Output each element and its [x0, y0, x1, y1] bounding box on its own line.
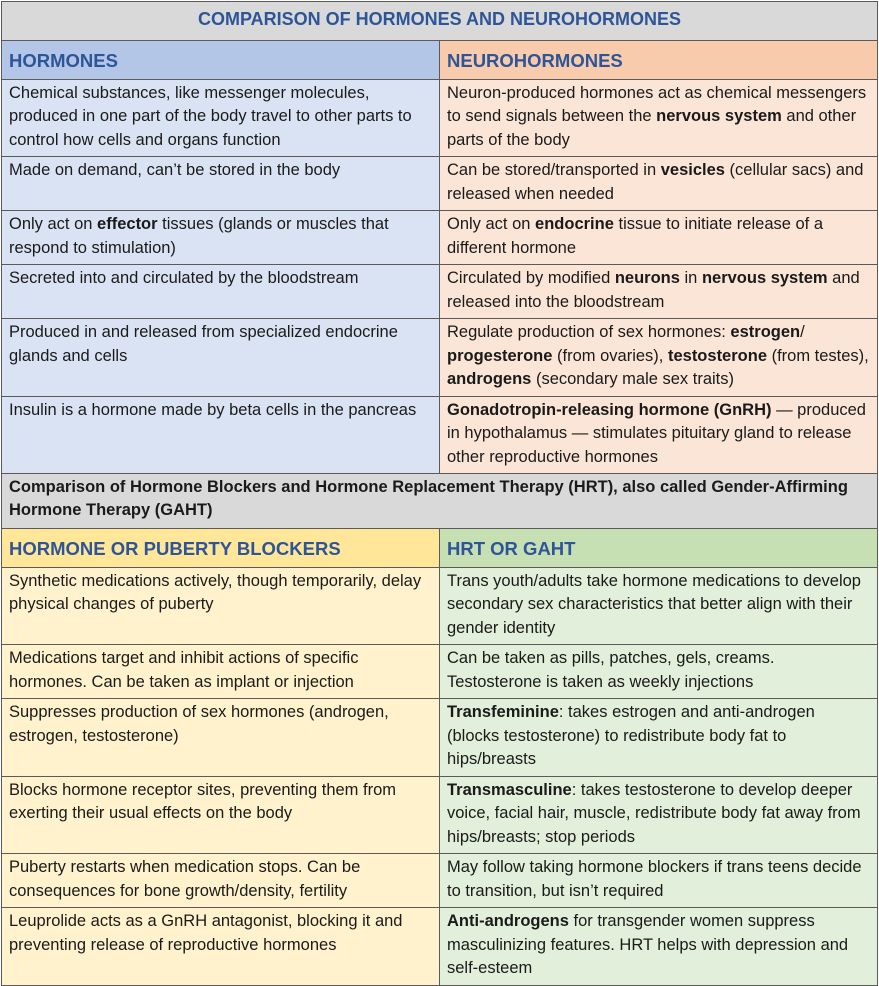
left-cell — [2, 319, 440, 397]
left-cell — [2, 567, 440, 645]
bold-term: endocrine — [535, 215, 614, 233]
cell-text: Blocks hormone receptor sites, preventing them from exerting their usual effects on the body — [9, 780, 397, 822]
section2-title: Comparison of Hormone Blockers and Hormone Replacement Therapy (HRT), also called Gender-Affirming Hormone Therapy (GAHT) — [2, 474, 878, 529]
bold-term: Gonadotropin-releasing hormone (GnRH) — [447, 400, 772, 419]
cell-text: and other parts of the body — [447, 107, 857, 149]
cell-text: in — [679, 269, 702, 287]
cell-text: for transgender women suppress masculinizing features. HRT helps with depression and self-esteem — [447, 912, 849, 977]
cell-text: Only act on — [447, 215, 536, 233]
right-cell — [440, 265, 878, 319]
cell-text: (from testes), — [767, 346, 869, 365]
left-cell — [2, 776, 440, 854]
left-cell — [2, 908, 440, 986]
cell-text: : takes estrogen and anti-androgen (blocks testosterone) to redistribute body fat to hips/breasts — [447, 703, 815, 768]
table-row — [2, 265, 878, 319]
cell-text: Secreted into and circulated by the bloodstream — [9, 269, 359, 287]
comparison-table — [1, 1, 878, 986]
table-title: COMPARISON OF HORMONES AND NEUROHORMONES — [2, 2, 878, 41]
right-cell — [440, 396, 878, 474]
table-row — [2, 776, 878, 854]
left-cell — [2, 157, 440, 211]
cell-text: Only act on — [9, 215, 98, 233]
right-cell — [440, 645, 878, 699]
right-cell — [440, 79, 878, 157]
cell-text: Neuron-produced hormones act as chemical messengers to send signals between the — [447, 83, 867, 125]
cell-text: Suppresses production of sex hormones (androgen, estrogen, testosterone) — [9, 703, 389, 745]
cell-text: Leuprolide acts as a GnRH antagonist, blocking it and preventing release of reproductive hormones — [9, 912, 403, 954]
title-row — [2, 2, 878, 41]
section2-title-row — [2, 474, 878, 529]
cell-text: tissues (glands or muscles that respond to stimulation) — [9, 215, 389, 257]
bold-term: Transfeminine — [447, 703, 559, 721]
left-cell — [2, 265, 440, 319]
cell-text: May follow taking hormone blockers if trans teens decide to transition, but isn’t required — [447, 858, 862, 900]
right-cell — [440, 854, 878, 908]
right-cell — [440, 211, 878, 265]
bold-term: nervous system — [656, 107, 782, 125]
right-cell — [440, 157, 878, 211]
cell-text: Produced in and released from specialized endocrine glands and cells — [9, 323, 398, 365]
table-row — [2, 319, 878, 397]
cell-text: (from ovaries), — [552, 346, 668, 365]
cell-text: and released into the bloodstream — [447, 269, 860, 311]
cell-text: Chemical substances, like messenger molecules, produced in one part of the body travel to other parts to control how cells and organs function — [9, 83, 412, 149]
right-cell — [440, 699, 878, 777]
bold-term: progesterone — [447, 346, 553, 365]
bold-term: effector — [97, 215, 158, 233]
table-row — [2, 157, 878, 211]
left-cell — [2, 854, 440, 908]
cell-text: Can be stored/transported in — [447, 161, 661, 179]
cell-text: (cellular sacs) and released when needed — [447, 161, 864, 203]
bold-term: nervous system — [701, 269, 828, 287]
cell-text: tissue to initiate release of a different hormone — [447, 215, 824, 257]
bold-term: vesicles — [660, 161, 725, 179]
right-cell — [440, 776, 878, 854]
cell-text: — produced in hypothalamus — stimulates pituitary gland to release other reproductive hormones — [447, 400, 866, 466]
table-row — [2, 854, 878, 908]
right-cell — [440, 319, 878, 397]
right-cell — [440, 908, 878, 986]
cell-text: Trans youth/adults take hormone medications to develop secondary sex characteristics that better align with their gender identity — [447, 571, 861, 637]
cell-text: Insulin is a hormone made by beta cells in the pancreas — [9, 400, 417, 419]
bold-term: Transmasculine — [447, 780, 572, 799]
cell-text: Regulate production of sex hormones: — [447, 323, 731, 341]
cell-text: Circulated by modified — [447, 269, 615, 287]
bold-term: testosterone — [667, 346, 767, 365]
header-hormones: HORMONES — [2, 41, 440, 80]
bold-term: Anti-androgens — [447, 912, 569, 930]
table-row — [2, 645, 878, 699]
cell-text: : takes testosterone to develop deeper voice, facial hair, muscle, redistribute body fat away from hips/breasts; stop periods — [447, 780, 861, 846]
table-row — [2, 79, 878, 157]
cell-text: Can be taken as pills, patches, gels, creams. Testosterone is taken as weekly injections — [447, 649, 775, 691]
left-cell — [2, 645, 440, 699]
table-row — [2, 567, 878, 645]
cell-text: / — [800, 323, 805, 341]
bold-term: estrogen — [730, 323, 801, 341]
bold-term: androgens — [447, 370, 532, 388]
cell-text: (secondary male sex traits) — [531, 370, 735, 388]
left-cell — [2, 79, 440, 157]
table-row — [2, 211, 878, 265]
cell-text: Puberty restarts when medication stops. Can be consequences for bone growth/density, fertility — [9, 858, 361, 900]
cell-text: Made on demand, can’t be stored in the body — [9, 161, 341, 179]
left-cell — [2, 699, 440, 777]
table-row — [2, 396, 878, 474]
right-cell — [440, 567, 878, 645]
cell-text: Medications target and inhibit actions of specific hormones. Can be taken as implant or injection — [9, 649, 359, 691]
cell-text: Synthetic medications actively, though temporarily, delay physical changes of puberty — [9, 571, 422, 613]
bold-term: neurons — [614, 269, 680, 287]
left-cell — [2, 211, 440, 265]
header-neurohormones: NEUROHORMONES — [440, 41, 878, 80]
table-row — [2, 699, 878, 777]
header-row-blockers — [2, 529, 878, 568]
header-hrt-gaht: HRT OR GAHT — [440, 529, 878, 568]
header-row-hormones — [2, 41, 878, 80]
left-cell — [2, 396, 440, 474]
table-row — [2, 908, 878, 986]
header-puberty-blockers: HORMONE OR PUBERTY BLOCKERS — [2, 529, 440, 568]
